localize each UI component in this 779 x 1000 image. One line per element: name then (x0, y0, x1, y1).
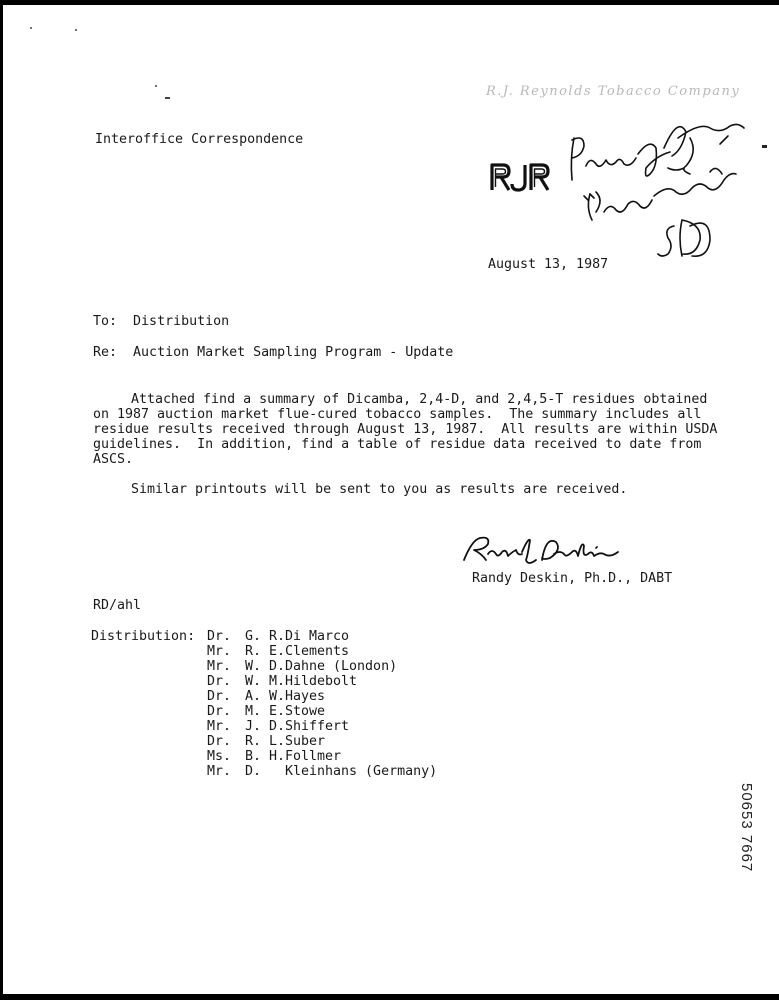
list-item: Dr. G. R.Di Marco (207, 629, 350, 644)
scan-speck (165, 97, 170, 99)
list-item: Dr. M. E.Stowe (207, 704, 326, 719)
distribution-label: Distribution: (91, 629, 196, 644)
re-line (93, 345, 453, 360)
handwritten-annotation (560, 108, 760, 268)
document-title: Interoffice Correspondence (95, 132, 304, 147)
list-item: Mr. J. D.Shiffert (207, 719, 350, 734)
list-item: Mr. D. Kleinhans (Germany) (207, 764, 438, 779)
company-letterhead: R.J. Reynolds Tobacco Company (486, 84, 741, 99)
list-item: Mr. R. E.Clements (207, 644, 350, 659)
paragraph-line: residue results received through August 13, 1987. All results are within USDA (93, 422, 718, 437)
scan-speck (75, 29, 77, 31)
paragraph-line: guidelines. In addition, find a table of residue data received to date from (93, 437, 702, 452)
scan-mark (762, 145, 767, 148)
distribution-list (207, 629, 437, 779)
subject: Auction Market Sampling Program - Update (133, 345, 454, 360)
list-item: Dr. R. L.Suber (207, 734, 326, 749)
paragraph-line: on 1987 auction market flue-cured tobacco samples. The summary includes all (93, 407, 702, 422)
memo-date: August 13, 1987 (488, 257, 609, 272)
scan-speck (30, 27, 32, 29)
re-label: Re: (93, 345, 118, 360)
paragraph-line: ASCS. (93, 452, 134, 467)
to-line (93, 314, 229, 329)
paragraph-line: Attached find a summary of Dicamba, 2,4-D, and 2,4,5-T residues obtained (131, 392, 708, 407)
scan-speck (155, 85, 157, 87)
list-item: Ms. B. H.Follmer (207, 749, 342, 764)
body-paragraph-1 (93, 392, 718, 467)
list-item: Mr. W. D.Dahne (London) (207, 659, 398, 674)
body-paragraph-2: Similar printouts will be sent to you as results are received. (131, 482, 628, 497)
rjr-logo-icon (489, 162, 553, 192)
to-label: To: (93, 314, 118, 329)
list-item: Dr. W. M.Hildebolt (207, 674, 358, 689)
typist-initials: RD/ahl (93, 598, 142, 613)
list-item: Dr. A. W.Hayes (207, 689, 326, 704)
to-value: Distribution (133, 314, 230, 329)
handwritten-signature (458, 530, 628, 570)
batch-code: 50653 7667 (738, 783, 755, 873)
signer-name: Randy Deskin, Ph.D., DABT (472, 571, 673, 586)
